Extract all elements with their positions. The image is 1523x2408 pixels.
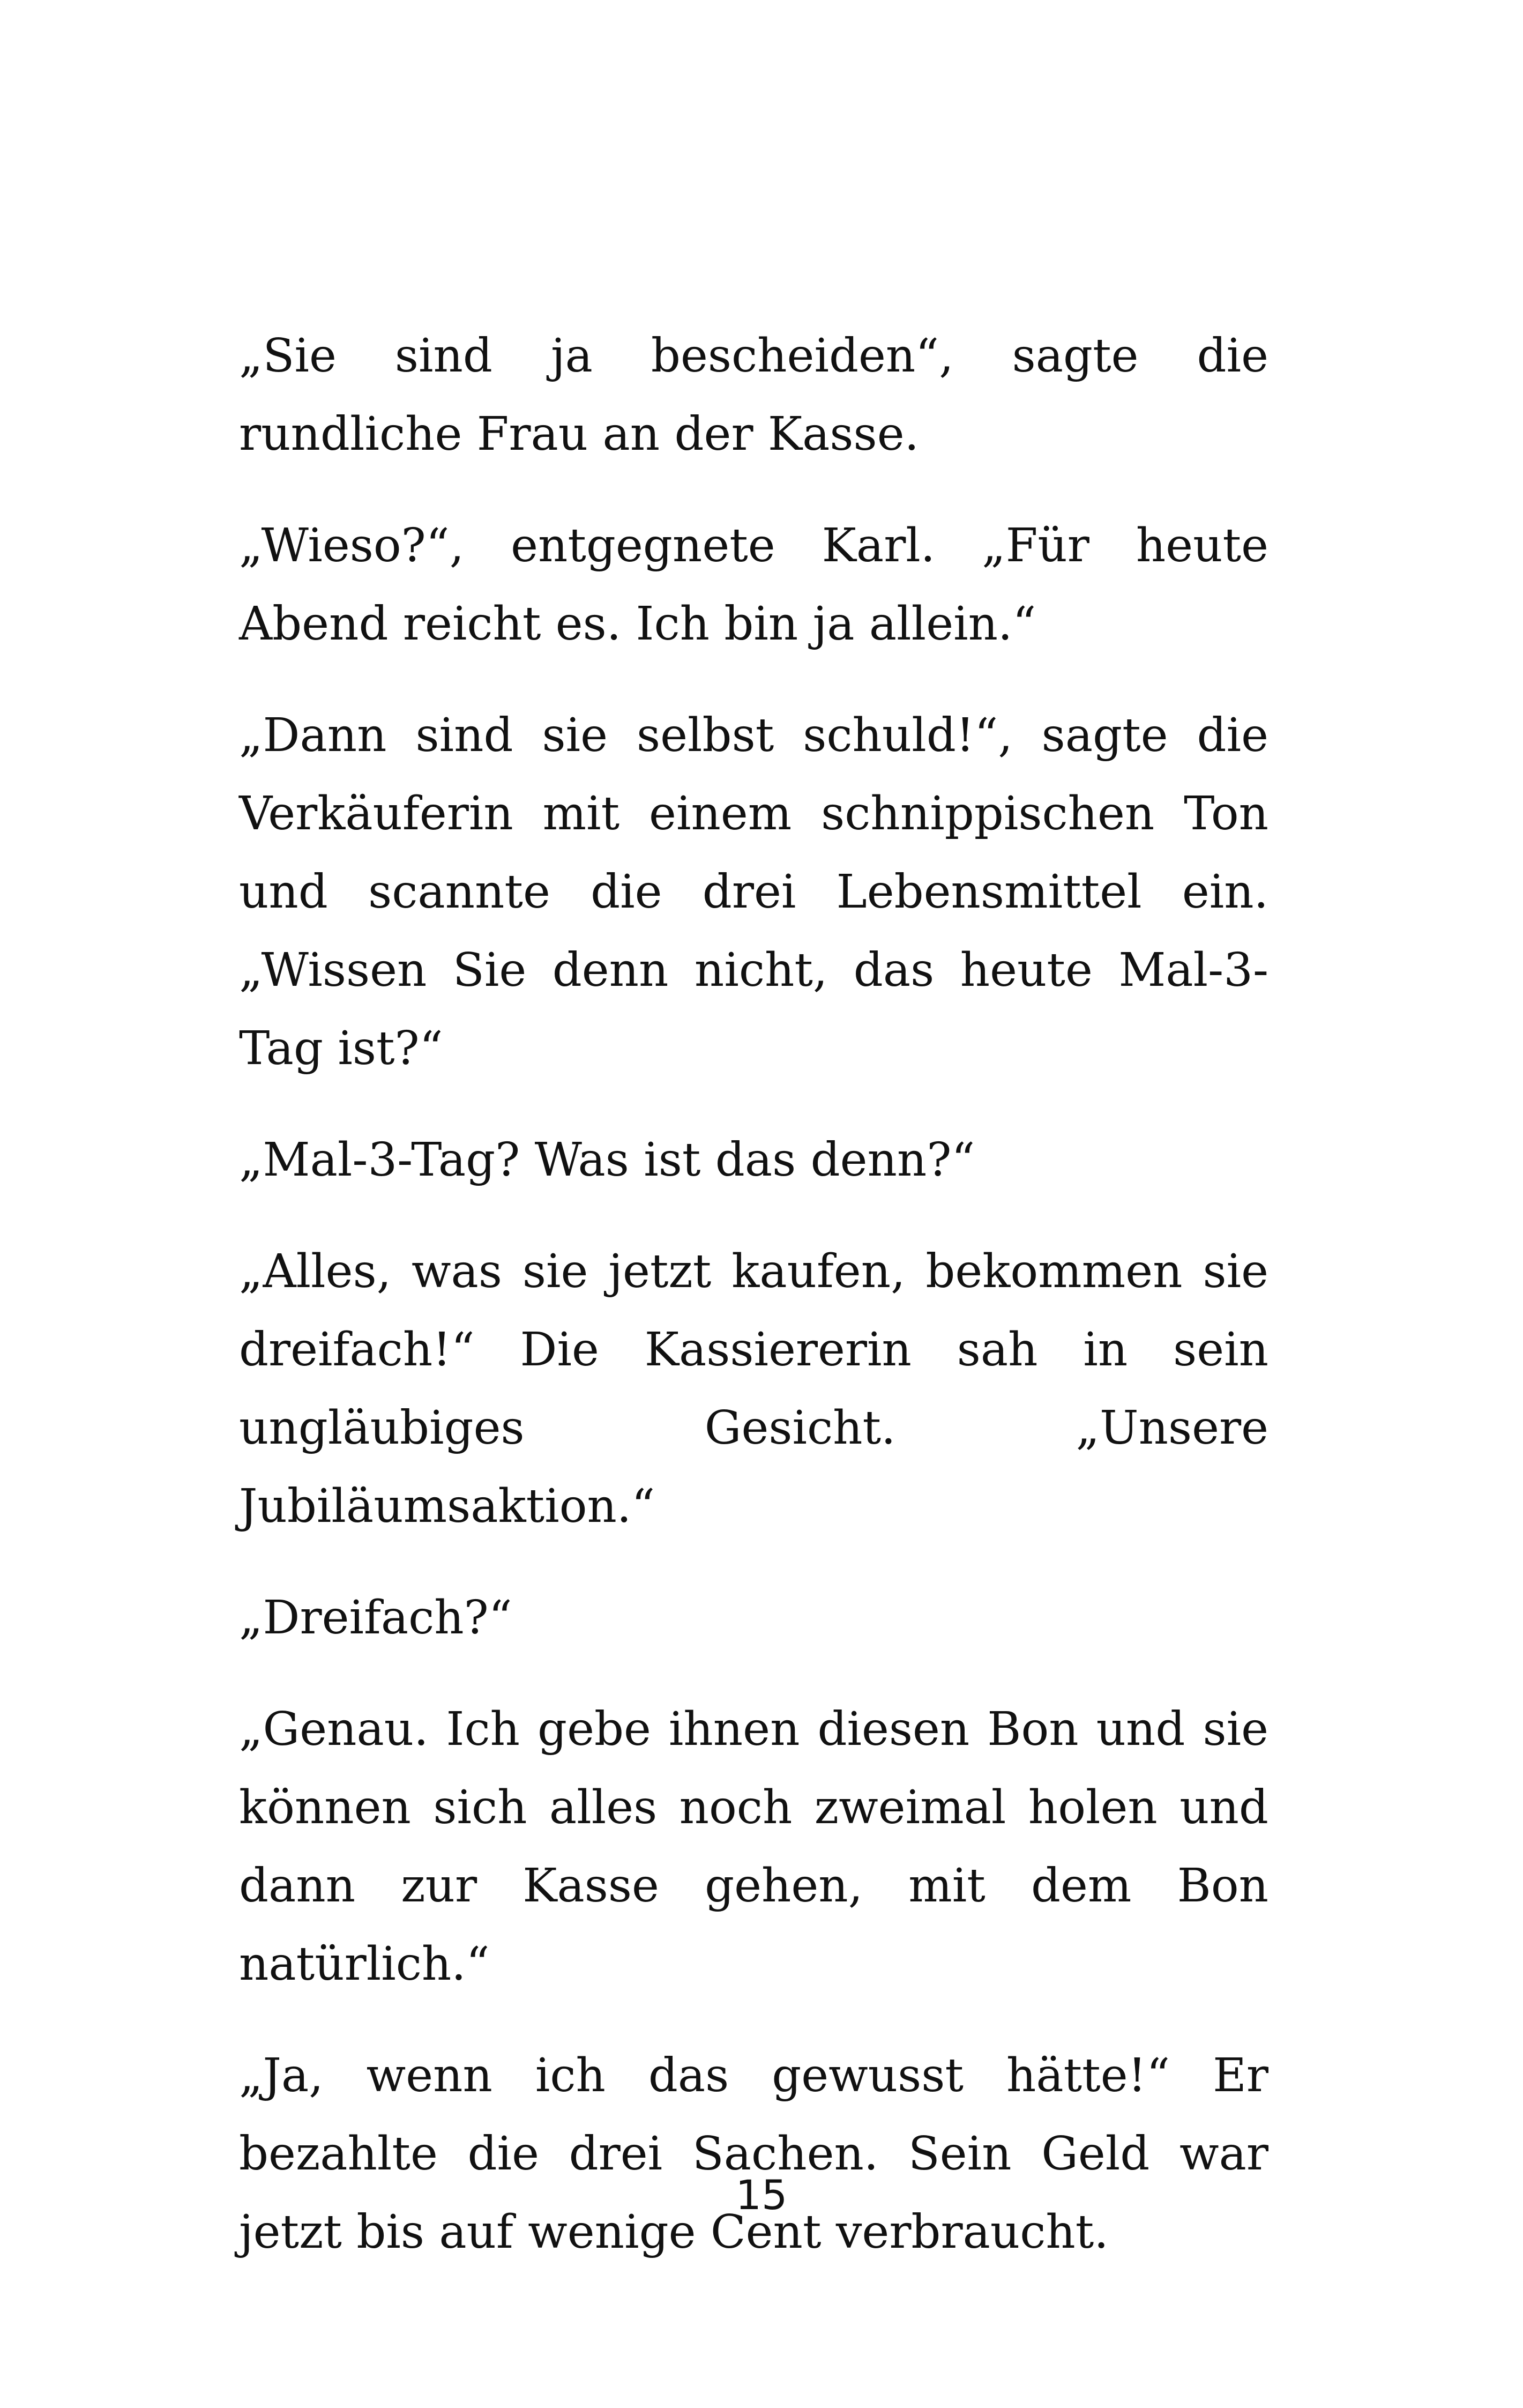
paragraph-1: „Sie sind ja bescheiden“, sagte die rundliche Frau an der Kasse. [239,329,1268,461]
page-body-text [239,317,1268,2271]
paragraph-2: „Wieso?“, entgegnete Karl. „Für heute Abend reicht es. Ich bin ja allein.“ [239,519,1268,651]
paragraph-3: „Dann sind sie selbst schuld!“, sagte die Verkäuferin mit einem schnippischen Ton und scannte die drei Lebensmittel ein. „Wissen Sie denn nicht, das heute Mal-3-Tag ist?“ [239,709,1268,1075]
paragraph-8: „Ja, wenn ich das gewusst hätte!“ Er bezahlte die drei Sachen. Sein Geld war jetzt bis auf wenige Cent verbraucht. [239,2049,1268,2259]
paragraph-7: „Genau. Ich gebe ihnen diesen Bon und sie können sich alles noch zweimal holen und dann zur Kasse gehen, mit dem Bon natürlich.“ [239,1703,1268,1991]
paragraph-5: „Alles, was sie jetzt kaufen, bekommen sie dreifach!“ Die Kassiererin sah in sein ungläubiges Gesicht. „Unsere Jubiläumsaktion.“ [239,1245,1268,1533]
paragraph-6: „Dreifach?“ [239,1591,512,1645]
page-number: 15 [735,2171,788,2219]
paragraph-4: „Mal-3-Tag? Was ist das denn?“ [239,1133,975,1187]
